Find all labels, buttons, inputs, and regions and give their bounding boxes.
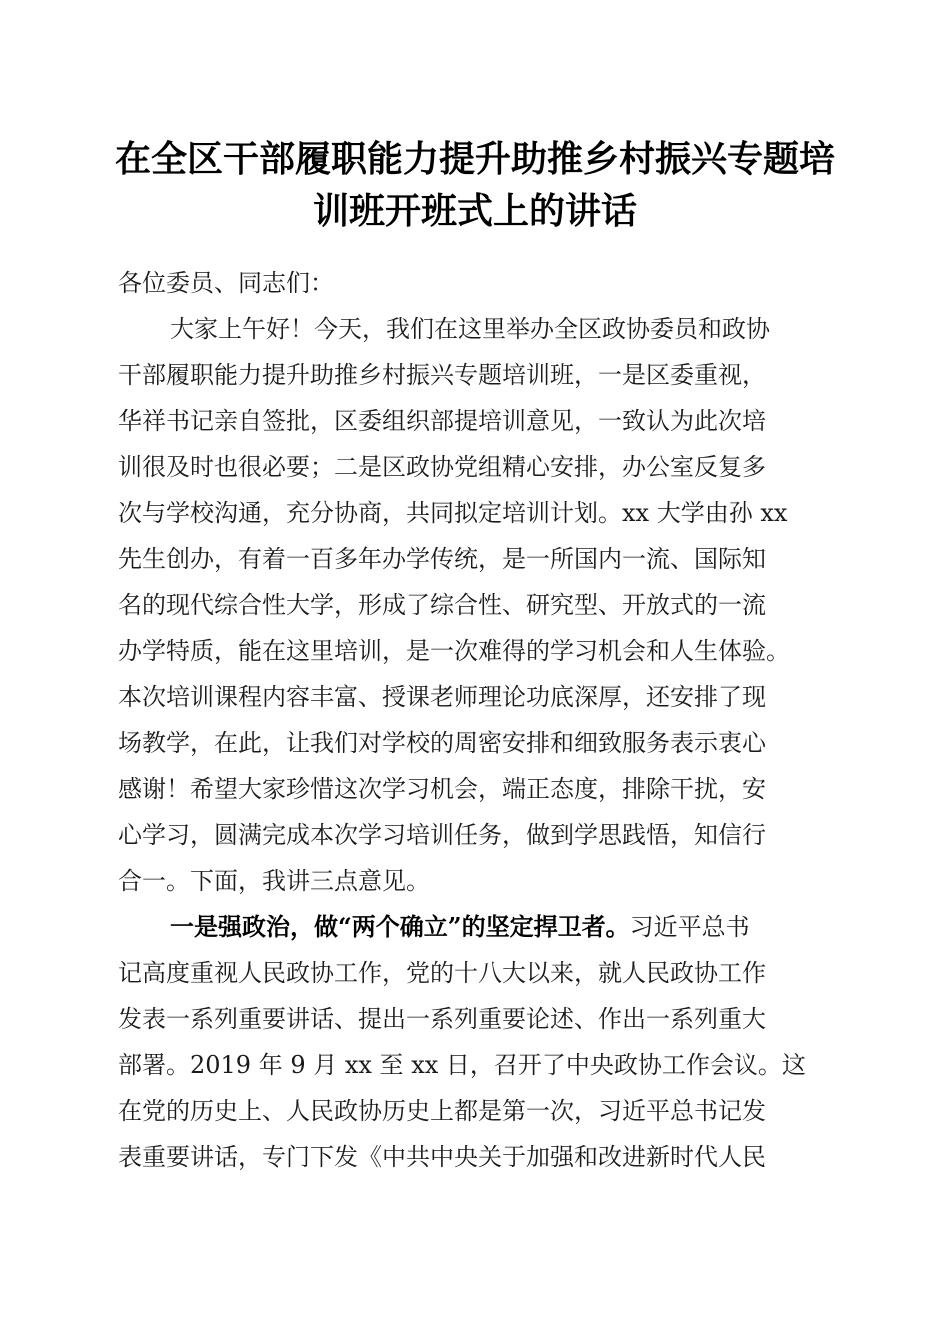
- paragraph-2: [118, 904, 832, 1180]
- text-line: 记高度重视人民政协工作，党的十八大以来，就人民政协工作: [118, 959, 766, 987]
- text-line: 感谢！希望大家珍惜这次学习机会，端正态度，排除干扰，安: [118, 775, 766, 803]
- title-line: 在全区干部履职能力提升助推乡村振兴专题培: [114, 138, 835, 180]
- document-body: [118, 260, 832, 1180]
- text-line: 合一。下面，我讲三点意见。: [118, 867, 430, 895]
- text-line: 表重要讲话，专门下发《中共中央关于加强和改进新时代人民: [118, 1143, 766, 1171]
- text-line: 发表一系列重要讲话、提出一系列重要论述、作出一系列重大: [118, 1005, 766, 1033]
- document-title: [110, 133, 840, 237]
- text-line: 办学特质，能在这里培训，是一次难得的学习机会和人生体验。: [118, 637, 790, 665]
- paragraph-1: [118, 306, 832, 904]
- text-line: 场教学，在此，让我们对学校的周密安排和细致服务表示衷心: [118, 729, 766, 757]
- text-line: 先生创办，有着一百多年办学传统，是一所国内一流、国际知: [118, 545, 766, 573]
- text-line: 大家上午好！今天，我们在这里举办全区政协委员和政协: [170, 315, 770, 343]
- text-line: [118, 904, 832, 950]
- text-line: 本次培训课程内容丰富、授课老师理论功底深厚，还安排了现: [118, 683, 766, 711]
- text-line: 训很及时也很必要；二是区政协党组精心安排，办公室反复多: [118, 453, 766, 481]
- text-line: 在党的历史上、人民政协历史上都是第一次，习近平总书记发: [118, 1097, 766, 1125]
- salutation: 各位委员、同志们：: [118, 269, 334, 297]
- text-line: 部署。2019 年 9 月 xx 至 xx 日，召开了中央政协工作会议。这: [118, 1051, 806, 1079]
- text-line: 心学习，圆满完成本次学习培训任务，做到学思践悟，知信行: [118, 821, 766, 849]
- text-line: 次与学校沟通，充分协商，共同拟定培训计划。xx 大学由孙 xx: [118, 499, 788, 527]
- paragraph-heading: 一是强政治，做“两个确立”的坚定捍卫者。: [170, 912, 630, 941]
- heading-continuation: 习近平总书: [629, 913, 750, 941]
- title-line: 训班开班式上的讲话: [312, 190, 637, 232]
- text-line: 干部履职能力提升助推乡村振兴专题培训班，一是区委重视，: [118, 361, 766, 389]
- text-line: 名的现代综合性大学，形成了综合性、研究型、开放式的一流: [118, 591, 766, 619]
- text-line: 华祥书记亲自签批，区委组织部提培训意见，一致认为此次培: [118, 407, 766, 435]
